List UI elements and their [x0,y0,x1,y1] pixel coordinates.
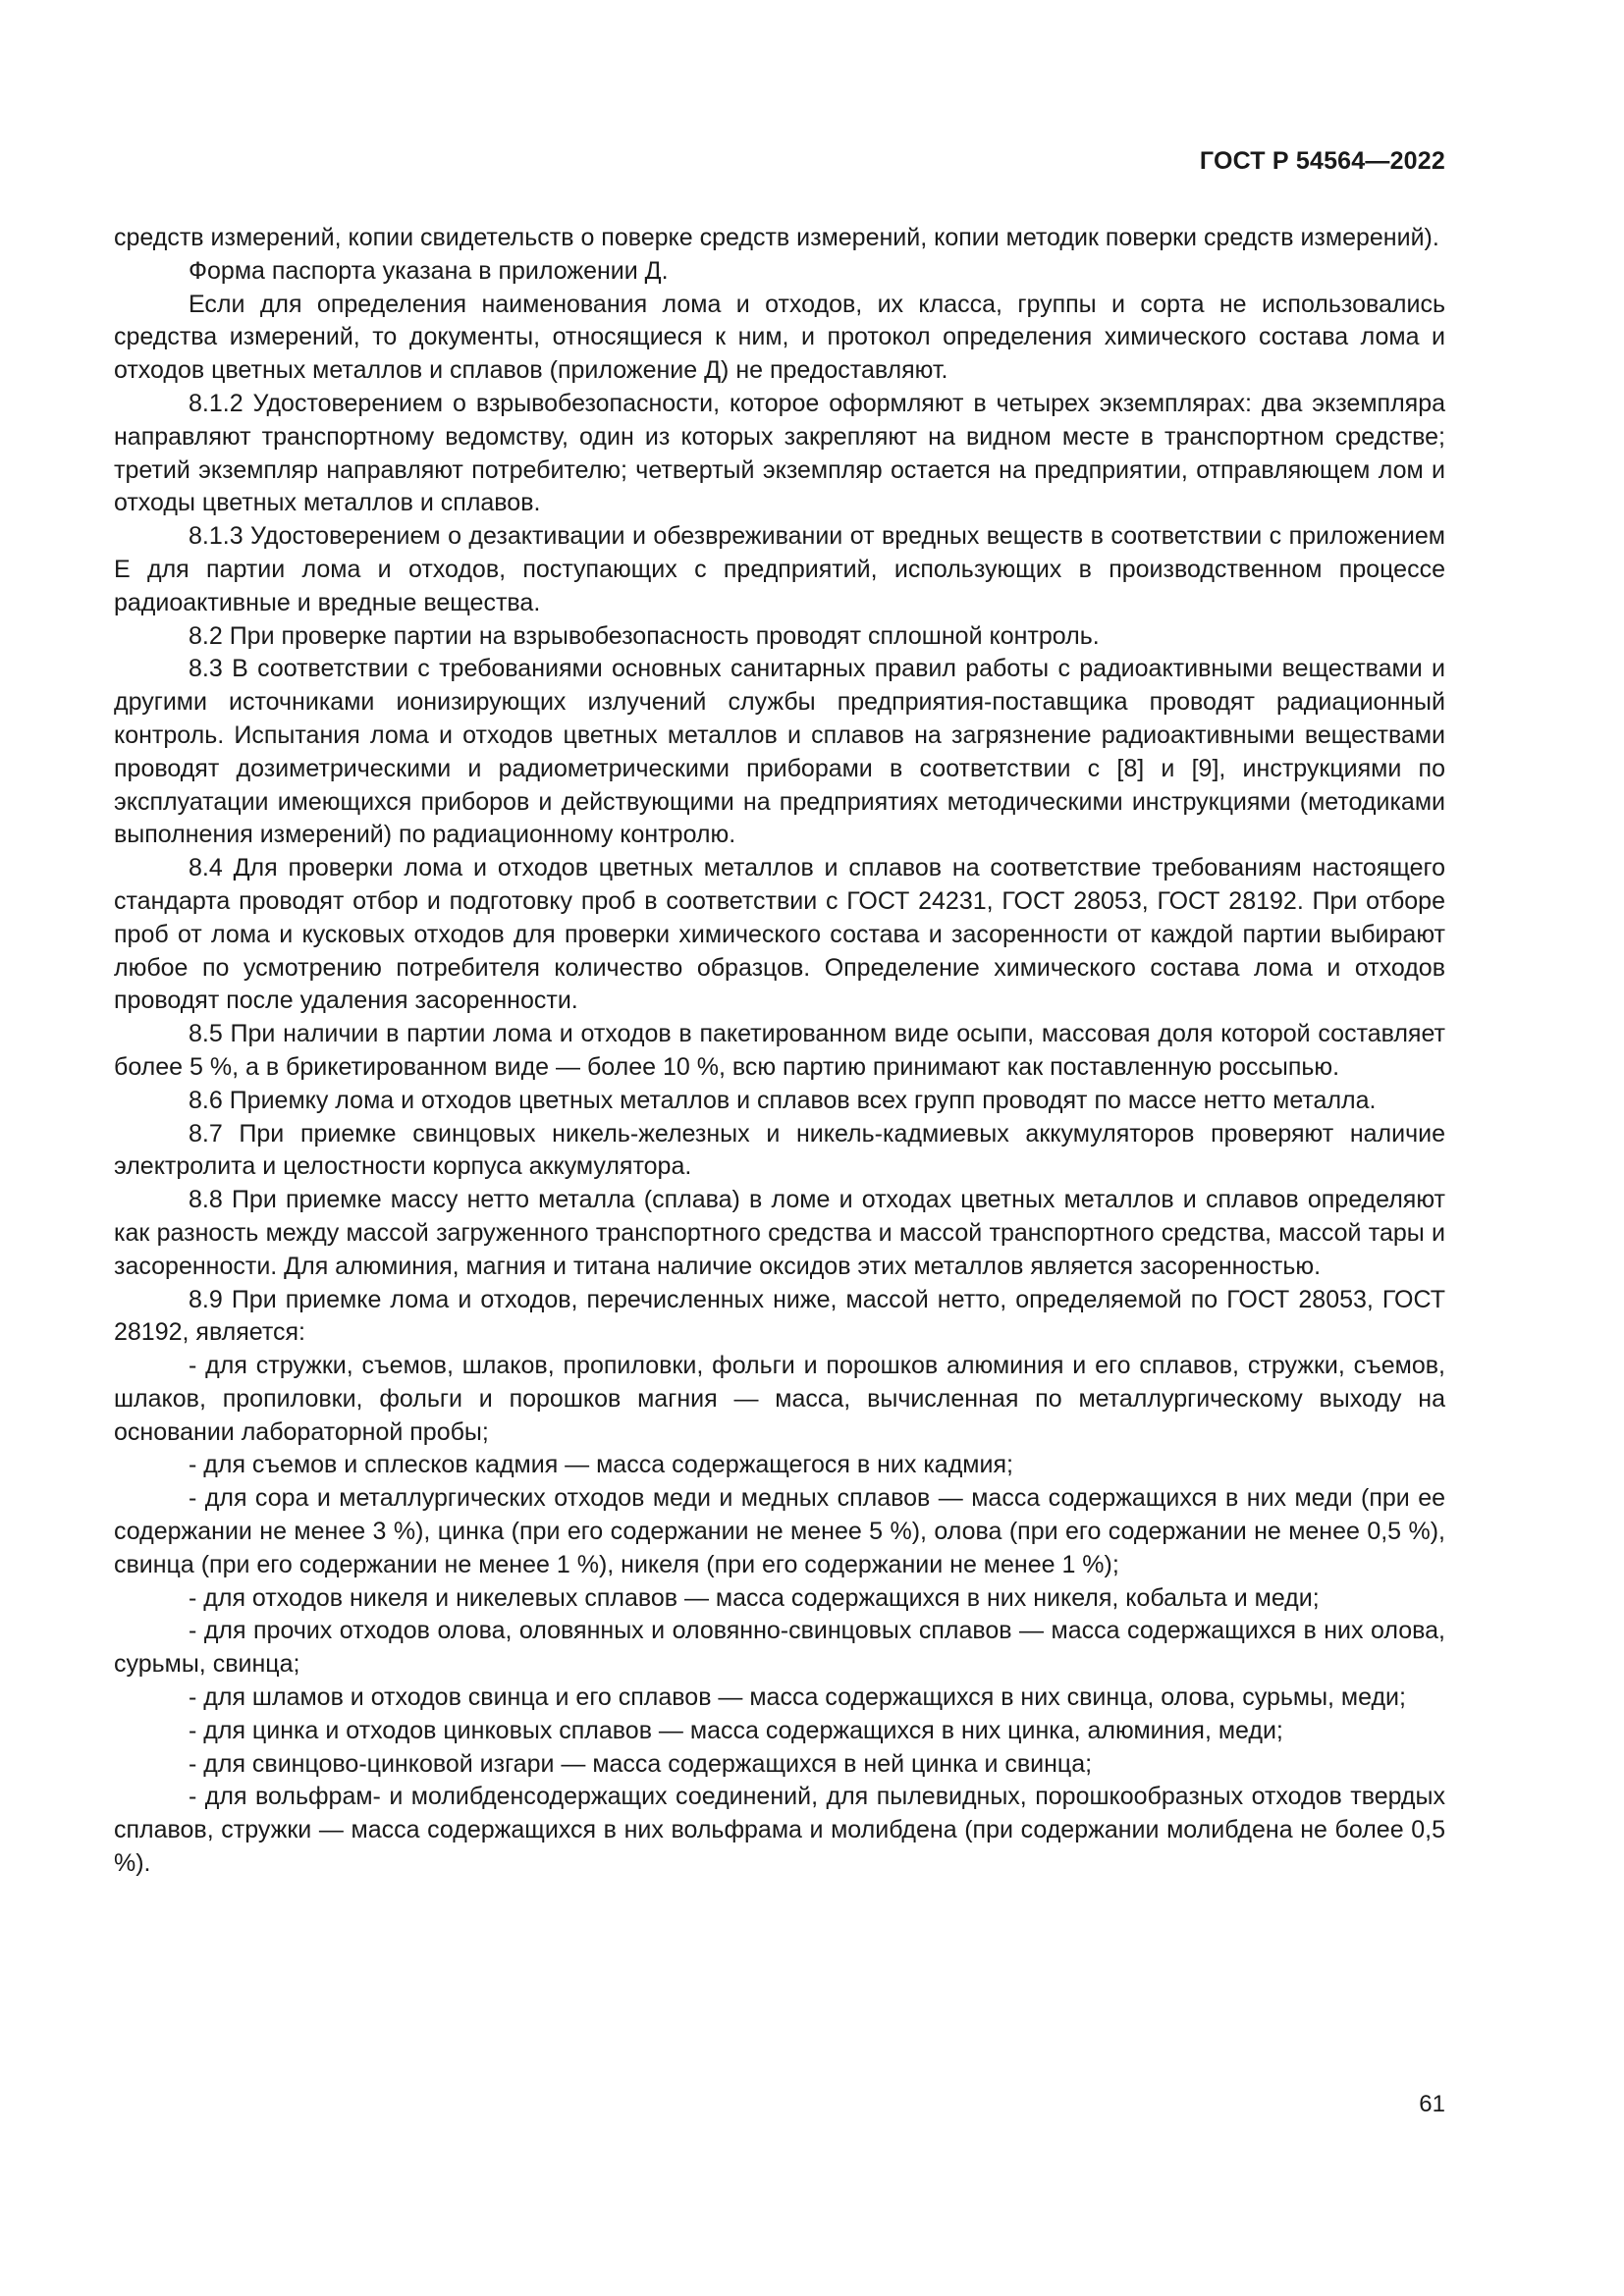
paragraph: Если для определения наименования лома и отходов, их класса, группы и сорта не использовались средства измерений, то документы, относящиеся к ним, и протокол определения химического состава лома и отходов цветных металлов и сплавов (приложение Д) не предоставляют. [114,290,1445,385]
list-item: - для свинцово-цинковой изгари — масса содержащихся в ней цинка и свинца; [189,1749,1093,1778]
paragraph-8-1-3: 8.1.3 Удостоверением о дезактивации и обезвреживании от вредных веществ в соответствии с приложением Е для партии лома и отходов, поступающих с предприятий, использующих в производственном процессе радиоактивные и вредные вещества. [114,522,1445,616]
paragraph-8-4: 8.4 Для проверки лома и отходов цветных металлов и сплавов на соответствие требованиям настоящего стандарта проводят отбор и подготовку проб в соответствии с ГОСТ 24231, ГОСТ 28053, ГОСТ 28192. При отборе проб от лома и кусковых отходов для проверки химического состава и засоренности от каждой партии выбирают любое по усмотрению потребителя количество образцов. Определение химического состава лома и отходов проводят после удаления засоренности. [114,854,1445,1015]
paragraph-8-2: 8.2 При проверке партии на взрывобезопасность проводят сплошной контроль. [189,621,1100,650]
list-item: - для прочих отходов олова, оловянных и оловянно-свинцовых сплавов — масса содержащихся в них олова, сурьмы, свинца; [114,1617,1445,1679]
list-item: - для сора и металлургических отходов меди и медных сплавов — масса содержащихся в них меди (при ее содержании не менее 3 %), цинка (при его содержании не менее 5 %), олова (при его содержании не менее 0,5 %), свинца (при его содержании не менее 1 %), никеля (при его содержании не менее 1 %); [114,1484,1445,1578]
paragraph-8-7: 8.7 При приемке свинцовых никель-железных и никель-кадмиевых аккумуляторов проверяют наличие электролита и целостности корпуса аккумулятора. [114,1119,1445,1181]
paragraph-8-1-2: 8.1.2 Удостоверением о взрывобезопасности, которое оформляют в четырех экземплярах: два экземпляра направляют транспортному ведомству, один из которых закрепляют на видном месте в транспортном средстве; третий экземпляр направляют потребителю; четвертый экземпляр остается на предприятии, отправляющем лом и отходы цветных металлов и сплавов. [114,389,1445,517]
paragraph: средств измерений, копии свидетельств о поверке средств измерений, копии методик поверки средств измерений). [114,224,1439,251]
standard-code-header: ГОСТ Р 54564—2022 [1199,147,1445,175]
document-body [114,222,1445,1881]
paragraph-8-3: 8.3 В соответствии с требованиями основных санитарных правил работы с радиоактивными веществами и другими источниками ионизирующих излучений службы предприятия-поставщика проводят радиационный контроль. Испытания лома и отходов цветных металлов и сплавов на загрязнение радиоактивными веществами проводят дозиметрическими и радиометрическими приборами в соответствии с [8] и [9], инструкциями по эксплуатации имеющихся приборов и действующими на предприятиях методическими инструкциями (методиками выполнения измерений) по радиационному контролю. [114,655,1445,849]
list-item: - для цинка и отходов цинковых сплавов — масса содержащихся в них цинка, алюминия, меди; [189,1716,1283,1744]
list-item: - для стружки, съемов, шлаков, пропиловки, фольги и порошков алюминия и его сплавов, стружки, съемов, шлаков, пропиловки, фольги и порошков магния — масса, вычисленная по металлургическому выходу на основании лабораторной пробы; [114,1352,1445,1446]
list-item: - для отходов никеля и никелевых сплавов — масса содержащихся в них никеля, кобальта и меди; [189,1583,1320,1612]
list-item: - для съемов и сплесков кадмия — масса содержащегося в них кадмия; [189,1451,1013,1479]
paragraph-8-5: 8.5 При наличии в партии лома и отходов в пакетированном виде осыпи, массовая доля которой составляет более 5 %, а в брикетированном виде — более 10 %, всю партию принимают как поставленную россыпью. [114,1020,1445,1081]
paragraph: Форма паспорта указана в приложении Д. [189,256,669,285]
paragraph-8-6: 8.6 Приемку лома и отходов цветных металлов и сплавов всех групп проводят по массе нетто металла. [189,1086,1377,1114]
paragraph-8-8: 8.8 При приемке массу нетто металла (сплава) в ломе и отходах цветных металлов и сплавов определяют как разность между массой загруженного транспортного средства и массой транспортного средства, массой тары и засоренности. Для алюминия, магния и титана наличие оксидов этих металлов является засоренностью. [114,1186,1445,1280]
list-item: - для шламов и отходов свинца и его сплавов — масса содержащихся в них свинца, олова, сурьмы, меди; [189,1683,1406,1712]
page-number: 61 [1419,2091,1445,2117]
list-item: - для вольфрам- и молибденсодержащих соединений, для пылевидных, порошкообразных отходов твердых сплавов, стружки — масса содержащихся в них вольфрама и молибдена (при содержании молибдена не более 0,5 %). [114,1783,1445,1878]
paragraph-8-9: 8.9 При приемке лома и отходов, перечисленных ниже, массой нетто, определяемой по ГОСТ 28053, ГОСТ 28192, является: [114,1285,1445,1347]
